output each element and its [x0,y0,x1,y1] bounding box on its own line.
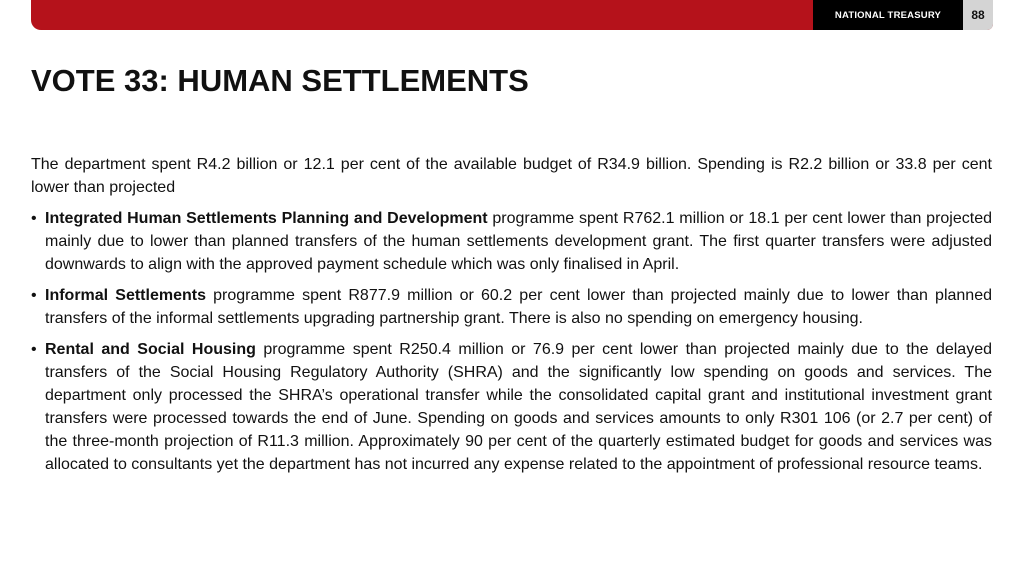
body-content [31,153,992,484]
page-title: VOTE 33: HUMAN SETTLEMENTS [31,63,529,98]
bullet-item-informal-settlements [31,284,992,330]
bullet-dot-icon: • [31,341,37,358]
programme-description: programme spent R250.4 million or 76.9 per cent lower than projected mainly due to the delayed transfers of the Social Housing Regulatory Authority (SHRA) and the significantly low spending on goods and services. The department only processed the SHRA’s operational transfer while the consolidated capital grant and institutional investment grant transfers were processed towards the end of June. Spending on goods and services amounts to only R301 106 (or 2.7 per cent) of the three-month projection of R11.3 million. Approximately 90 per cent of the quarterly estimated budget for goods and services was allocated to consultants yet the department has not incurred any expense related to the appointment of professional resource teams. [45,341,993,473]
bullet-dot-icon: • [31,287,37,304]
bullet-item-rental-social-housing [31,338,992,476]
programme-description: programme spent R762.1 million or 18.1 per cent lower than projected mainly due to lower than planned transfers of the human settlements development grant. The first quarter transfers were adjusted downwards to align with the approved payment schedule which was only finalised in April. [45,210,992,273]
bullet-list [31,207,992,476]
programme-name: Integrated Human Settlements Planning and Development [45,210,488,227]
page-number: 88 [963,0,993,30]
bullet-dot-icon: • [31,210,37,227]
intro-paragraph: The department spent R4.2 billion or 12.1 per cent of the available budget of R34.9 billion. Spending is R2.2 billion or 33.8 per cent lower than projected [31,156,992,196]
bullet-item-planning [31,207,992,276]
national-treasury-label: NATIONAL TREASURY [813,0,963,30]
programme-name: Rental and Social Housing [45,341,256,358]
programme-description: programme spent R877.9 million or 60.2 per cent lower than projected mainly due to lower than planned transfers of the informal settlements upgrading partnership grant. There is also no spending on emergency housing. [45,287,992,327]
programme-name: Informal Settlements [45,287,206,304]
